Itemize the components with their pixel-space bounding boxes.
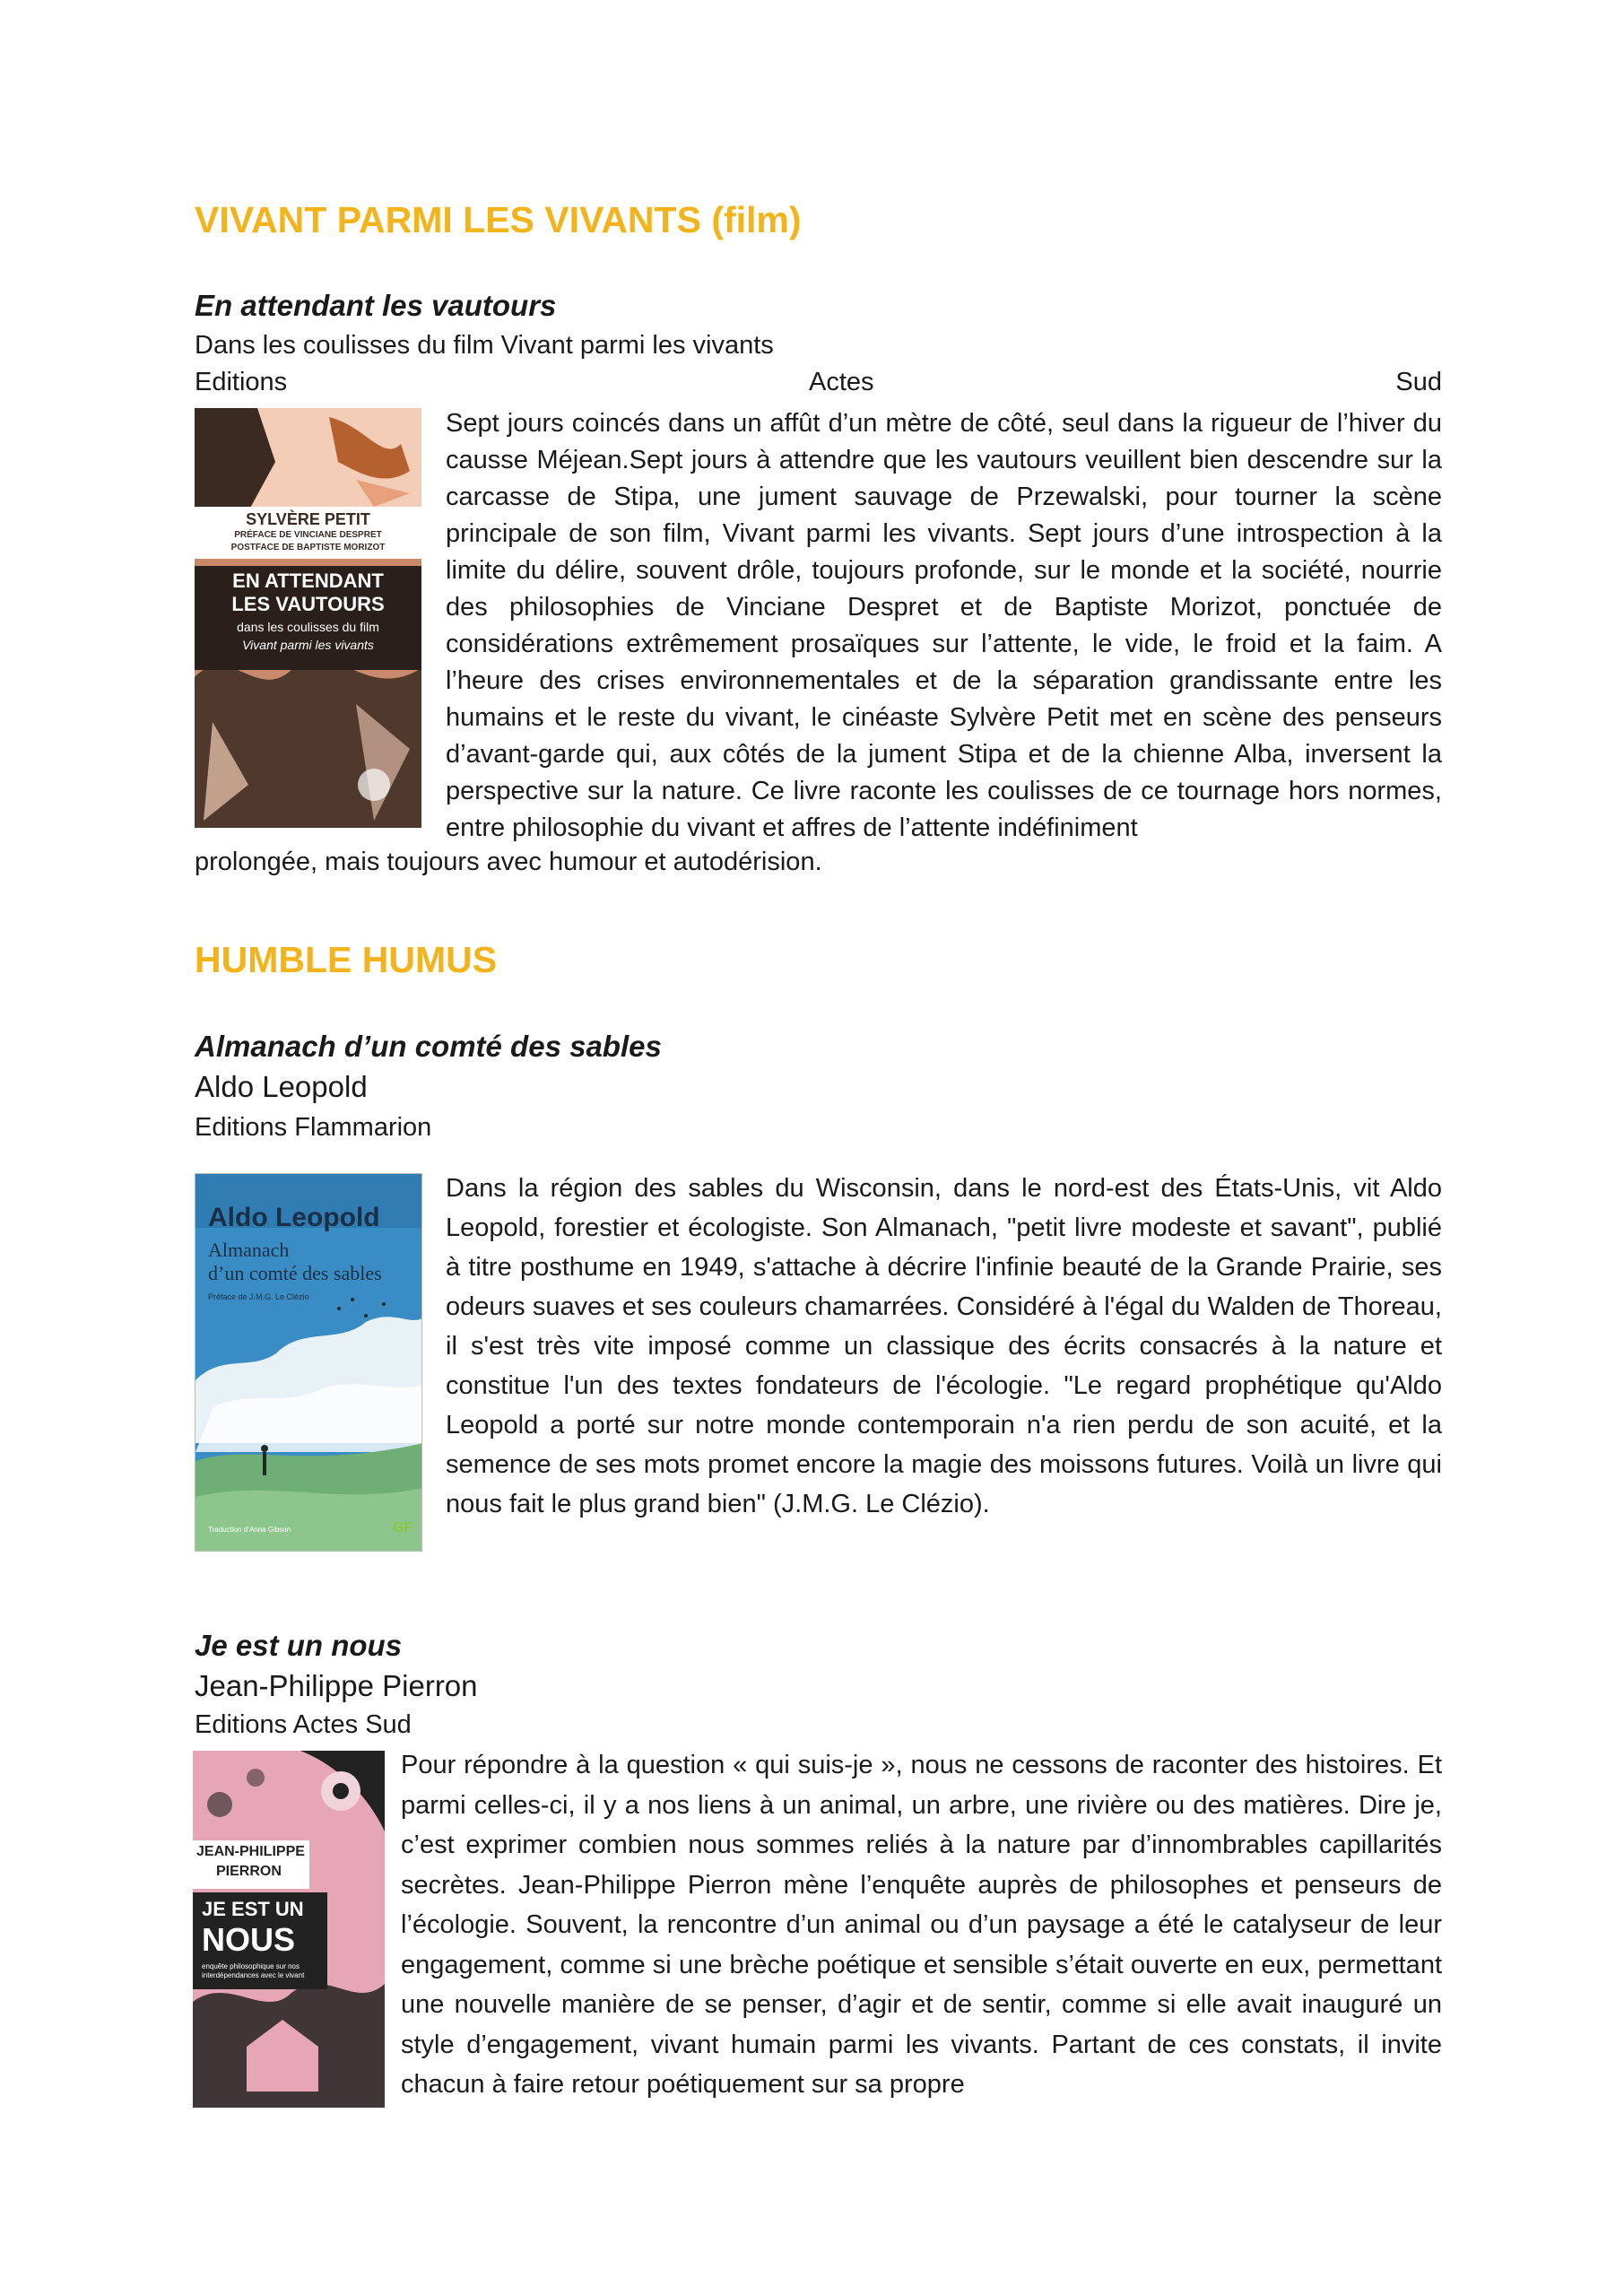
book-title-almanach: Almanach d’un comté des sables [195,1030,662,1063]
cover-author-line-2: PIERRON [216,1864,282,1879]
cover-title-line-2: NOUS [202,1921,296,1958]
cover-author: SYLVÈRE PETIT [246,510,370,528]
book-description-vautours: Sept jours coincés dans un affût d’un mètre de côté, seul dans la rigueur de l’hiver du causse Méjean.Sept jours à attendre que les vautours veuillent bien descendre sur la carcasse de Stipa, une jument sauvage de Przewalski, pour tourner la scène principale de son film, Vivant parmi les vivants. Sept jours d’une introspection à la limite du délire, souvent drôle, toujours profonde, sur le monde et la société, nourrie des philosophies de Vinciane Despret et de Baptiste Morizot, ponctuée de considérations extrêmement prosaïques sur l’attente, le vide, le froid et la faim. A l’heure des crises environnementales et de la séparation grandissante entre les humains et le reste du vivant, le cinéaste Sylvère Petit met en scène des penseurs d’avant-garde qui, aux côtés de la jument Stipa et de la chienne Alba, inversent la perspective sur la nature. Ce livre raconte les coulisses de ce tournage hors normes, entre philosophie du vivant et affres de l’attente indéfiniment [446,409,1442,842]
publisher-word-actes: Actes [809,368,874,396]
book-publisher-actes-sud: Editions Actes Sud [195,1710,412,1739]
book-author-leopold: Aldo Leopold [195,1070,368,1103]
cover-subtitle: enquête philosophique sur nos interdépendances avec le vivant [202,1962,305,1979]
section-title-vivant: VIVANT PARMI LES VIVANTS (film) [195,199,802,240]
publisher-word-sud: Sud [1395,368,1442,396]
book-description-almanach: Dans la région des sables du Wisconsin, dans le nord-est des États-Unis, vit Aldo Leopold, forestier et écologiste. Son Almanach, "petit livre modeste et savant", publié à titre posthume en 1949, s'attache à décrire l'infinie beauté de la Grande Prairie, ses odeurs suaves et ses couleurs chamarrées. Considéré à l'égal du Walden de Thoreau, il s'est très vite imposé comme un classique des écrits consacrés à la nature et constitue l'un des textes fondateurs de l'écologie. "Le regard prophétique qu'Aldo Leopold a porté sur notre monde contemporain n'a rien perdu de son acuité, et la semence de ses mots promet encore la magie des moissons futures. Voilà un livre qui nous fait le plus grand bien" (J.M.G. Le Clézio). [446,1174,1442,1518]
book-title-je-est-un-nous: Je est un nous [195,1629,403,1662]
book-publisher-flammarion: Editions Flammarion [195,1113,432,1142]
cover-subtitle-line-1: dans les coulisses du film [237,620,379,634]
cover-title-line-1: JE EST UN [202,1898,304,1920]
cover-preface: Préface de J.M.G. Le Clézio [208,1292,309,1301]
book-description-je-est-un-nous: Pour répondre à la question « qui suis-je », nous ne cessons de raconter des histoires. Et parmi celles-ci, il y a nos liens à un animal, un arbre, une rivière ou des matières. Dire je, c’est exprimer combien nous sommes reliés à la nature par d’innombrables capillarités secrètes. Jean-Philippe Pierron mène l’enquête auprès de philosophes et penseurs de l’écologie. Souvent, la rencontre d’un animal ou d’un paysage a été le catalyseur de leur engagement, comme si une brèche poétique et sensible s’était ouverte en eux, permettant une nouvelle manière de se penser, d’agir et de sentir, comme si elle avait inauguré un style d’engagement, vivant humain parmi les vivants. Partant de ces constats, il invite chacun à faire retour poétiquement sur sa propre [401,1751,1442,2099]
cover-preface: PRÉFACE DE VINCIANE DESPRET [234,530,382,540]
cover-title-line-1: EN ATTENDANT [232,570,384,592]
section-title-humus: HUMBLE HUMUS [195,939,498,980]
book-subtitle: Dans les coulisses du film Vivant parmi les vivants [195,331,774,360]
cover-translator: Traduction d’Anna Gibson [208,1526,291,1534]
book-author-pierron: Jean-Philippe Pierron [195,1669,478,1702]
book-cover-almanach [195,1173,422,1552]
book-description-vautours-tail: prolongée, mais toujours avec humour et autodérision. [195,848,822,876]
cover-title-line-2: LES VAUTOURS [231,593,385,615]
cover-postface: POSTFACE DE BAPTISTE MORIZOT [230,543,386,552]
publisher-row [195,368,1442,397]
book-title-vautours: En attendant les vautours [195,289,557,322]
cover-badge-gf: GF [393,1520,413,1535]
book-cover-je-est-un-nous [193,1751,385,2108]
cover-subtitle-line-2: Vivant parmi les vivants [242,638,374,652]
cover-author-line-1: JEAN-PHILIPPE [196,1844,305,1859]
cover-title-line-2: d’un comté des sables [208,1262,382,1284]
book-cover-vautours [195,408,421,828]
cover-author: Aldo Leopold [208,1203,380,1232]
publisher-word-editions: Editions [195,368,288,396]
cover-title-line-1: Almanach [208,1239,290,1261]
